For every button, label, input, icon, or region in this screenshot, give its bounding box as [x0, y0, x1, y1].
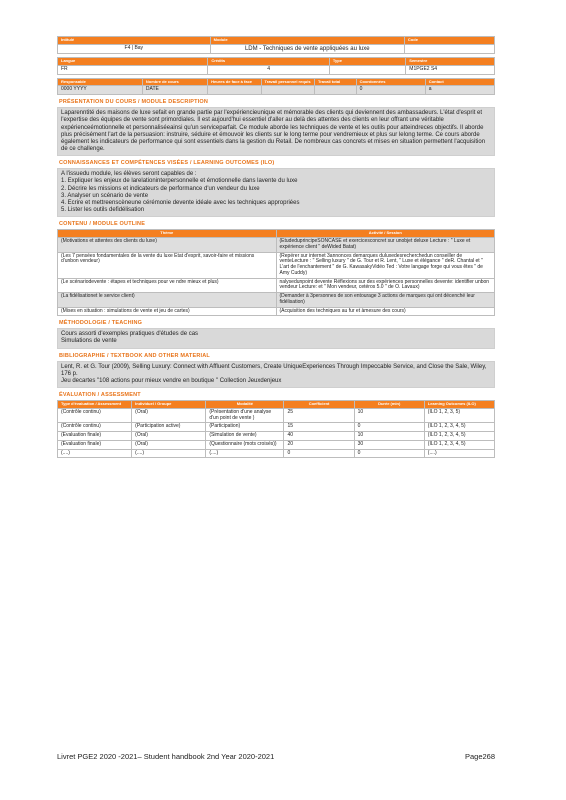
ilo-item: 1. Expliquer les enjeux de larelationinterpersonnelle et émotionnelle dans lavente du luxe: [61, 178, 298, 185]
outline-table: Thème Activité / Session (Motivations et attentes des clients du luxe) (EtudeduprincipeSONCASE et exercicesconcret sur unobjet deluxe Lecture : " Luxe et expérience client " deWided Batat) (Les 7 pensées fondamentales de la vente du luxe Etat d'esprit, savoir-faire et missions d'unbon vendeur) (Repérer sur internet 3annonces demarques duluxedesrecherchedun conseiller de venteLecture : " Selling luxury " de G. Tour et R. Lent, " Luxe et élégance " deR. Chantal et " L'art de l'enchantement " de G. KawasakyVidéo Ted : Votre langage forge qui vous êtes " de Amy Cuddy) (Le scénariodevente : étapes et techniques pour ve ndre mieux et plus) nalysedunpoint devente Réflexions sur des expériences personnelles devente: identifier unbon vendeur Lecture: et " Mon vendeur, cetéros 5.0 " de O. Lavaux) (La fidélisationet le service client) (Demander à 3personnes de son entourage 3 actions de marques qui ont décenché leur fidélisation) (Mises en situation : simulations de vente et jeu de cartes) (Acquisition des techniques au fur et àmesure des cours): [57, 229, 495, 316]
presentation-text: Laparenntité des maisons de luxe sefait en grande partie par l'expériencieunique et mémorable des clients qui deviennent des ambassadeurs. L'état d'esprit et l'expertise des équipes de vente sont primordiales. Il est aujourd'hui essentiel d'aller au delà des attentes des clients en leur offrant une véritable expérienceémotionnelle et personnaliséeainsi qu'un serviceparfait. Ce module aborde les techniques de vente et les outils pour atteindreces objectifs. Il aborde plus précisément l'art de la persuasion: instruire, séduire et émouvoir les clients sur le long terme pour vendremieux et plus sur lelong terme. Ce cours aborde également les indicateurs de performance qui sont essentiels dans la gestion du Retail. De nombreux cas concrets et mises en situation permettent l'acquisition de ce challenge.: [57, 107, 495, 156]
page-body: [57, 36, 495, 458]
table-row: (Mises en situation : simulations de vente et jeu de cartes) (Acquisition des techniques au fur et àmesure des cours): [58, 307, 495, 316]
ilo-intro: A l'issuedu module, les élèves seront capables de :: [61, 171, 197, 178]
ilo-item: 4. Ecrire et mettreenscèneune cérémonie devente idéale avec les techniques appropriées: [61, 200, 300, 207]
outline-heading: CONTENU / MODULE OUTLINE: [59, 221, 146, 228]
method-box: Cours assorti d'exemples pratiques d'études de cas Simulations de vente: [57, 328, 495, 348]
course-code: F4 | Bay: [58, 44, 211, 54]
semester-value: M1PGE2 S4: [406, 66, 495, 75]
ilo-item: 2. Décrire les missions et indicateurs de performance d'un vendeur du luxe: [61, 185, 260, 192]
eval-table: Type d'évaluation / Assessment Individuel / Groupe Modalité Coefficient Durée (min) Learning Outcomes (ILO) (Contrôle continu) (Oral) (Présentation d'une analyse d'un point de vente ) 25 10 (ILO 1, 2, 3, 5) (Contrôle continu) (Participation active) (Participation) 15 0 (ILO 1, 2, 3, 4, 5) (Evaluation finale) (Oral) (Simulation de vente) 40 10 (ILO 1, 2, 3, 4, 5) (Evaluation finale) (Oral) (Questionnaire (mots croisés)) 20 30 (ILO 1, 2, 3, 4, 5) (....) (....) (....) 0 0 (....): [57, 400, 495, 458]
table-row: (La fidélisationet le service client) (Demander à 3personnes de son entourage 3 actions de marques qui ont décenché leur fidélisation): [58, 293, 495, 308]
table-row: (....) (....) (....) 0 0 (....): [58, 449, 495, 458]
biblio-box: Lent, R. et G. Tour (2009), Selling Luxury: Connect with Affluent Customers, Create UniqueExperiences Through Impeccable Service, and Close the Sale, Wiley, 176 p. Jeu decartes "108 actions pour mieux vendre en boutique " Collection Jeuxdenjeux: [57, 361, 495, 389]
table-row: (Evaluation finale) (Oral) (Simulation de vente) 40 10 (ILO 1, 2, 3, 4, 5): [58, 432, 495, 441]
table-row: (Motivations et attentes des clients du luxe) (EtudeduprincipeSONCASE et exercicesconcret sur unobjet deluxe Lecture : " Luxe et expérience client " deWided Batat): [58, 238, 495, 253]
biblio-heading: BIBLIOGRAPHIE / TEXTBOOK AND OTHER MATERIAL: [59, 352, 210, 359]
ilo-heading: CONNAISSANCES ET COMPÉTENCES VISÉES / LEARNING OUTCOMES (ILO): [59, 160, 275, 167]
info-table: Langue Crédits Type Semestre FR 4 M1PGE2 S4: [57, 57, 495, 74]
ilo-item: 3. Analyser un scénario de vente: [61, 192, 149, 199]
ilo-box: [57, 168, 495, 217]
header-row-labels: Intitulé Module Code: [58, 37, 495, 45]
table-row: (Les 7 pensées fondamentales de la vente du luxe Etat d'esprit, savoir-faire et missions d'unbon vendeur) (Repérer sur internet 3annonces demarques duluxedesrecherchedun conseiller de venteLecture : " Selling luxury " de G. Tour et R. Lent, " Luxe et élégance " deR. Chantal et " L'art de l'enchantement " de G. KawasakyVidéo Ted : Votre langage forge qui vous êtes " de Amy Cuddy): [58, 252, 495, 278]
credits-value: 4: [208, 66, 330, 75]
presentation-heading: PRÉSENTATION DU COURS / MODULE DESCRIPTION: [59, 99, 209, 106]
table-row: (Le scénariodevente : étapes et techniques pour ve ndre mieux et plus) nalysedunpoint devente Réflexions sur des expériences personnelles devente: identifier unbon vendeur Lecture: et " Mon vendeur, cetéros 5.0 " de O. Lavaux): [58, 278, 495, 293]
page-footer: [57, 752, 495, 761]
method-heading: MÉTHODOLOGIE / TEACHING: [59, 320, 143, 327]
eval-heading: ÉVALUATION / ASSESSMENT: [59, 392, 141, 399]
table-row: (Contrôle continu) (Oral) (Présentation d'une analyse d'un point de vente ) 25 10 (ILO 1, 2, 3, 5): [58, 408, 495, 423]
language-value: FR: [58, 66, 208, 75]
table-row: (Evaluation finale) (Oral) (Questionnaire (mots croisés)) 20 30 (ILO 1, 2, 3, 4, 5): [58, 440, 495, 449]
course-title: LDM - Techniques de vente appliquées au luxe: [210, 44, 404, 54]
header-table: [57, 36, 495, 54]
ilo-item: 5. Lister les outils defidélisation: [61, 207, 145, 214]
footer-handbook-label: Livret PGE2 2020 -2021– Student handbook 2nd Year 2020-2021: [57, 752, 275, 761]
table-row: (Contrôle continu) (Participation active) (Participation) 15 0 (ILO 1, 2, 3, 4, 5): [58, 423, 495, 432]
page-number: Page268: [464, 752, 495, 761]
header-row-values: [58, 44, 495, 54]
responsible-table: Responsable Nombre de cours Heures de face à face Travail personnel requis Travail total Coordonnées Contact 0000 YYYY DATE 0 a: [57, 78, 495, 95]
